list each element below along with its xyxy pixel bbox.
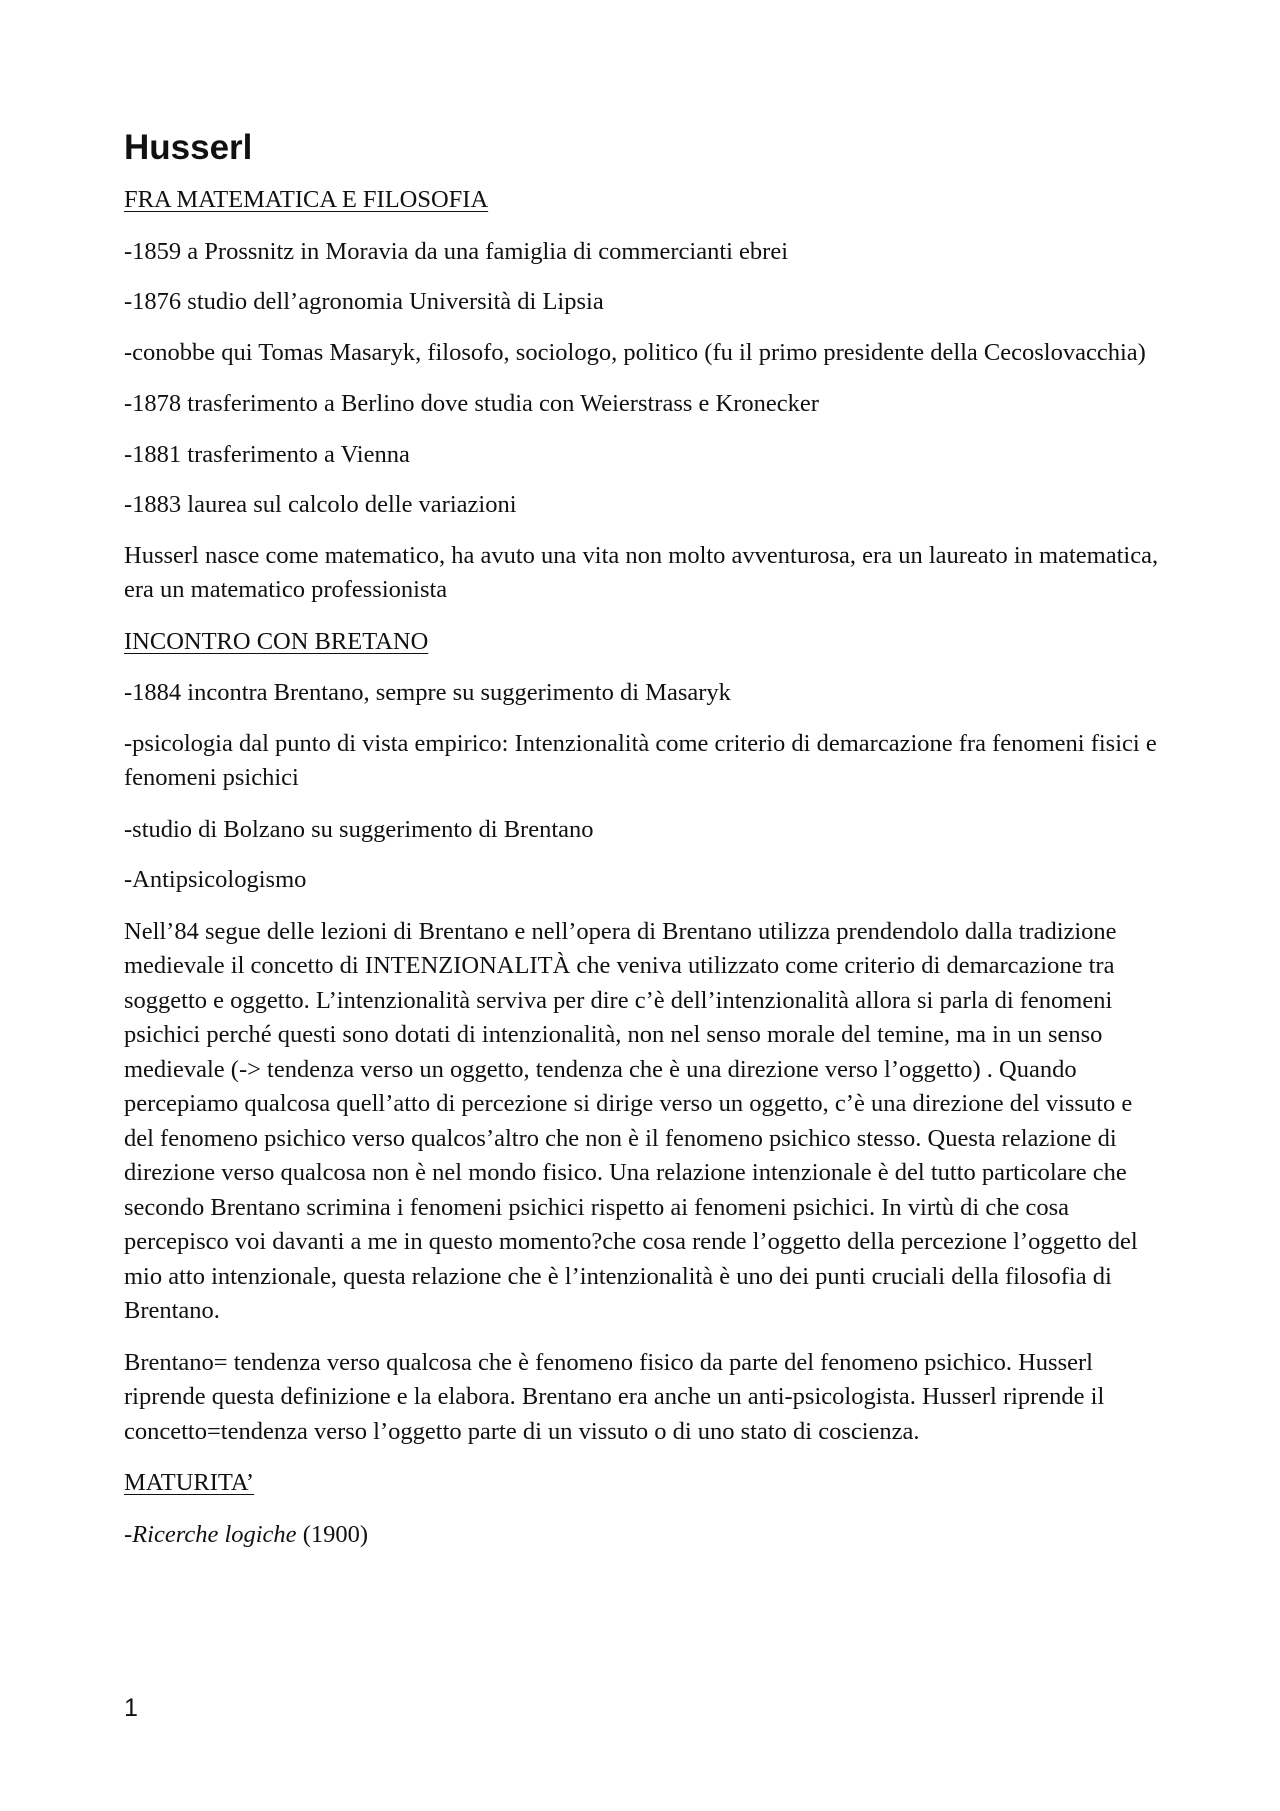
- paragraph: -Antipsicologismo: [124, 866, 307, 893]
- section-fra-matematica: [124, 183, 1164, 608]
- paragraph: Husserl nasce come matematico, ha avuto una vita non molto avventurosa, era un laureato in matematica, era un matematico professionista: [124, 541, 1159, 603]
- item-prefix: -: [124, 1520, 133, 1548]
- section-heading: MATURITA’: [124, 1469, 255, 1496]
- paragraph: -studio di Bolzano su suggerimento di Brentano: [124, 815, 594, 843]
- paragraph: -1878 trasferimento a Berlino dove studia con Weierstrass e Kronecker: [124, 390, 819, 417]
- document-title: Husserl: [124, 128, 253, 167]
- section-heading: INCONTRO CON BRETANO: [124, 627, 429, 655]
- paragraph: -1883 laurea sul calcolo delle variazioni: [124, 491, 517, 518]
- section-incontro-con-bretano: [124, 625, 1164, 1450]
- paragraph: -1859 a Prossnitz in Moravia da una famiglia di commercianti ebrei: [124, 237, 789, 265]
- list-item: [124, 1518, 1164, 1553]
- section-heading: FRA MATEMATICA E FILOSOFIA: [124, 186, 489, 213]
- paragraph: -1881 trasferimento a Vienna: [124, 440, 410, 468]
- paragraph: -conobbe qui Tomas Masaryk, filosofo, sociologo, politico (fu il primo presidente della Cecoslovacchia): [124, 338, 1146, 366]
- paragraph: Brentano= tendenza verso qualcosa che è fenomeno fisico da parte del fenomeno psichico. Husserl riprende questa definizione e la elabora. Brentano era anche un anti-psicologista. Husserl riprende il concetto=tendenza verso l’oggetto parte di un vissuto o di uno stato di coscienza.: [124, 1348, 1105, 1445]
- document-page: [124, 126, 1164, 1569]
- work-title: Ricerche logiche: [132, 1520, 297, 1548]
- paragraph: Nell’84 segue delle lezioni di Brentano e nell’opera di Brentano utilizza prendendolo dalla tradizione medievale il concetto di INTENZIONALITÀ che veniva utilizzato come criterio di demarcazione tra soggetto e oggetto. L’intenzionalità serviva per dire c’è dell’intenzionalità allora si parla di fenomeni psichici perché questi sono dotati di intenzionalità, non nel senso morale del temine, ma in un senso medievale (-> tendenza verso un oggetto, tendenza che è una direzione verso l’oggetto) . Quando percepiamo qualcosa quell’atto di percezione si dirige verso un oggetto, c’è una direzione del vissuto e del fenomeno psichico verso qualcos’altro che non è il fenomeno psichico stesso. Questa relazione di direzione verso qualcosa non è nel mondo fisico. Una relazione intenzionale è del tutto particolare che secondo Brentano scrimina i fenomeni psichici rispetto ai fenomeni psichici. In virtù di che cosa percepisco voi davanti a me in questo momento?che cosa rende l’oggetto della percezione l’oggetto del mio atto intenzionale, questa relazione che è l’intenzionalità è uno dei punti cruciali della filosofia di Brentano.: [124, 917, 1138, 1324]
- paragraph: -1876 studio dell’agronomia Università di Lipsia: [124, 288, 604, 315]
- section-maturita: [124, 1466, 1164, 1552]
- item-suffix: (1900): [296, 1520, 369, 1548]
- paragraph: -1884 incontra Brentano, sempre su suggerimento di Masaryk: [124, 679, 731, 706]
- paragraph: -psicologia dal punto di vista empirico: Intenzionalità come criterio di demarcazione fra fenomeni fisici e fenomeni psichici: [124, 729, 1157, 791]
- page-number: 1: [124, 1694, 138, 1722]
